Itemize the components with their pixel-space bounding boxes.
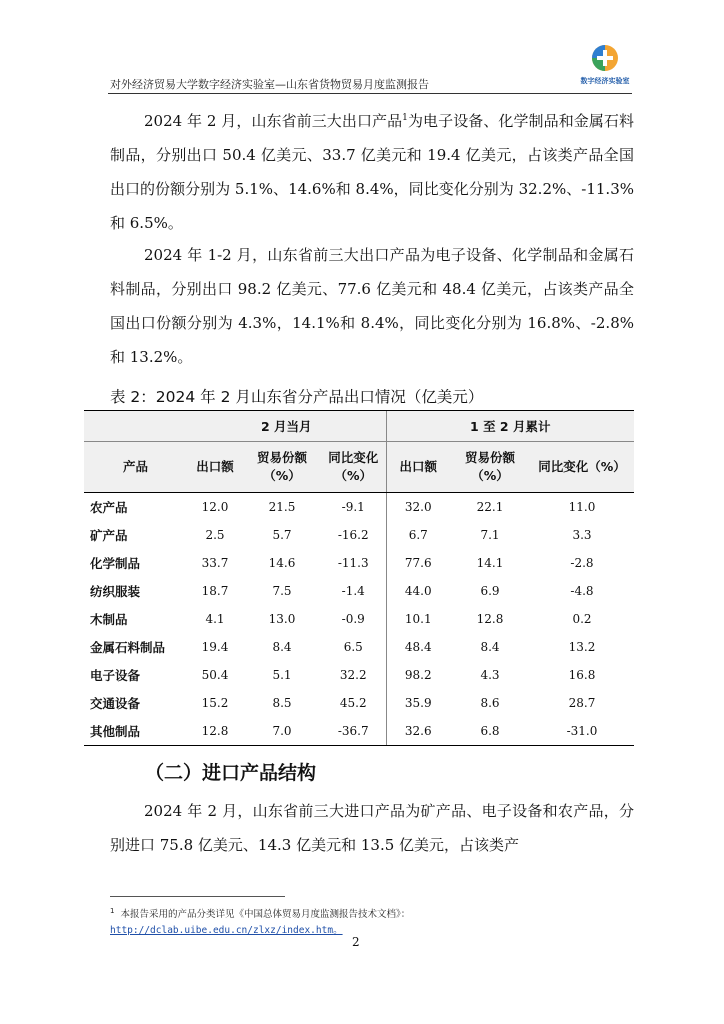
group-header-cumulative: 1 至 2 月累计 (386, 411, 634, 442)
product-name: 矿产品 (90, 528, 128, 543)
cumulative-export-value: 35.9 (386, 689, 450, 717)
globe-icon (575, 42, 635, 76)
month-change-value: -9.1 (341, 500, 365, 514)
cumulative-change-value: -4.8 (570, 584, 594, 598)
cumulative-share-value: 6.9 (480, 584, 500, 598)
month-share-value: 7.0 (243, 717, 321, 746)
month-export-value: 12.0 (201, 500, 229, 514)
column-header-cumulative-export: 出口额 (386, 442, 450, 493)
table-row (84, 661, 634, 689)
month-share-value: 5.7 (272, 528, 292, 542)
footnote-divider (110, 896, 285, 897)
month-export-value: 50.4 (201, 668, 229, 682)
cumulative-export-value: 6.7 (386, 521, 450, 549)
group-header-month: 2 月当月 (187, 411, 386, 442)
product-name: 农产品 (90, 500, 128, 515)
footnote (110, 903, 410, 939)
month-share-value: 8.4 (272, 640, 292, 654)
cumulative-share-value: 8.6 (480, 696, 500, 710)
column-header-month-change: 同比变化（%） (321, 442, 386, 493)
cumulative-change-value: 28.7 (568, 696, 596, 710)
page-number: 2 (352, 935, 360, 949)
cumulative-change-value: 3.3 (572, 528, 592, 542)
cumulative-export-value: 77.6 (386, 549, 450, 577)
month-change-value: -1.4 (341, 584, 365, 598)
cumulative-share-value: 22.1 (476, 500, 504, 514)
month-change-value: -36.7 (321, 717, 386, 746)
column-header-product: 产品 (84, 442, 187, 493)
month-export-value: 19.4 (201, 640, 229, 654)
month-export-value: 18.7 (201, 584, 229, 598)
month-export-value: 2.5 (205, 528, 225, 542)
month-change-value: 6.5 (343, 640, 363, 654)
cumulative-change-value: -2.8 (570, 556, 594, 570)
cumulative-share-value: 14.1 (476, 556, 504, 570)
month-change-value: 32.2 (339, 668, 367, 682)
cumulative-change-value: 0.2 (572, 612, 592, 626)
column-header-month-share: 贸易份额（%） (243, 442, 321, 493)
cumulative-share-value: 4.3 (480, 668, 500, 682)
month-share-value: 8.5 (272, 696, 292, 710)
month-share-value: 7.5 (272, 584, 292, 598)
cumulative-export-value: 32.6 (386, 717, 450, 746)
section-heading-import-structure: （二）进口产品结构 (145, 762, 317, 784)
lab-logo (575, 42, 635, 90)
month-export-value: 12.8 (187, 717, 243, 746)
month-share-value: 13.0 (268, 612, 296, 626)
logo-text: 数字经济实验室 (580, 77, 630, 85)
table-row (84, 689, 634, 717)
paragraph-export-cumulative: 2024 年 1-2 月，山东省前三大出口产品为电子设备、化学制品和金属石料制品，分别出口 98.2 亿美元、77.6 亿美元和 48.4 亿美元，占该类产品全国出口份额分别为 4.3%，14.1%和 8.4%，同比变化分别为 16.8%、-2.8%和 13.2%。 (110, 246, 634, 366)
cumulative-change-value: 13.2 (568, 640, 596, 654)
month-export-value: 33.7 (201, 556, 229, 570)
table-row (84, 521, 634, 549)
table-group-header-row (84, 411, 634, 442)
month-share-value: 14.6 (268, 556, 296, 570)
month-share-value: 21.5 (268, 500, 296, 514)
table-title: 表 2：2024 年 2 月山东省分产品出口情况（亿美元） (110, 388, 484, 406)
footnote-text: 本报告采用的产品分类详见《中国总体贸易月度监测报告技术文档》： (120, 909, 411, 921)
footnote-reference[interactable]: 1 (402, 113, 408, 123)
product-name: 化学制品 (90, 556, 141, 571)
month-change-value: -16.2 (337, 528, 369, 542)
footnote-link-suffix: 。 (333, 925, 343, 937)
column-header-cumulative-share: 贸易份额（%） (450, 442, 530, 493)
table-row (84, 605, 634, 633)
table-row (84, 577, 634, 605)
cumulative-share-value: 12.8 (476, 612, 504, 626)
product-name: 纺织服装 (90, 584, 141, 599)
month-export-value: 15.2 (201, 696, 229, 710)
cumulative-export-value: 48.4 (386, 633, 450, 661)
cumulative-export-value: 44.0 (386, 577, 450, 605)
month-share-value: 5.1 (272, 668, 292, 682)
cumulative-share-value: 8.4 (480, 640, 500, 654)
table-row (84, 549, 634, 577)
paragraph-text: 2024 年 2 月，山东省前三大出口产品 (144, 112, 403, 130)
product-name: 木制品 (90, 612, 128, 627)
column-header-cumulative-change: 同比变化（%） (530, 442, 634, 493)
month-change-value: -0.9 (341, 612, 365, 626)
cumulative-change-value: -31.0 (530, 717, 634, 746)
month-change-value: 45.2 (339, 696, 367, 710)
paragraph-import-february: 2024 年 2 月，山东省前三大进口产品为矿产品、电子设备和农产品，分别进口 75.8 亿美元、14.3 亿美元和 13.5 亿美元，占该类产 (110, 802, 634, 854)
table-row (84, 633, 634, 661)
column-header-month-export: 出口额 (187, 442, 243, 493)
report-header: 对外经济贸易大学数字经济实验室—山东省货物贸易月度监测报告 (110, 78, 429, 91)
cumulative-share-value: 7.1 (480, 528, 500, 542)
table-row (84, 493, 634, 522)
table-column-header-row (84, 442, 634, 493)
product-name: 金属石料制品 (90, 640, 166, 655)
footnote-mark: 1 (110, 907, 115, 915)
cumulative-change-value: 11.0 (568, 500, 596, 514)
paragraph-export-february (110, 104, 634, 240)
product-name: 电子设备 (90, 668, 141, 683)
cumulative-export-value: 10.1 (386, 605, 450, 633)
paragraph-text-continued: 为电子设备、化学制品和金属石料制品，分别出口 50.4 亿美元、33.7 亿美元和 19.4 亿美元，占该类产品全国出口的份额分别为 5.1%、14.6%和 8.4%，同比变化分别为 32.2%、-11.3%和 6.5%。 (110, 112, 634, 232)
month-export-value: 4.1 (205, 612, 225, 626)
cumulative-share-value: 6.8 (450, 717, 530, 746)
cumulative-change-value: 16.8 (568, 668, 596, 682)
month-change-value: -11.3 (337, 556, 369, 570)
cumulative-export-value: 32.0 (386, 493, 450, 522)
cumulative-export-value: 98.2 (386, 661, 450, 689)
footnote-link-line (110, 923, 410, 939)
table-corner-cell (84, 411, 187, 442)
product-name: 其他制品 (84, 717, 187, 746)
export-by-product-table (84, 410, 634, 746)
table-row (84, 717, 634, 746)
header-divider (108, 93, 632, 94)
product-name: 交通设备 (90, 696, 141, 711)
footnote-link[interactable]: http://dclab.uibe.edu.cn/zlxz/index.htm (110, 925, 334, 937)
